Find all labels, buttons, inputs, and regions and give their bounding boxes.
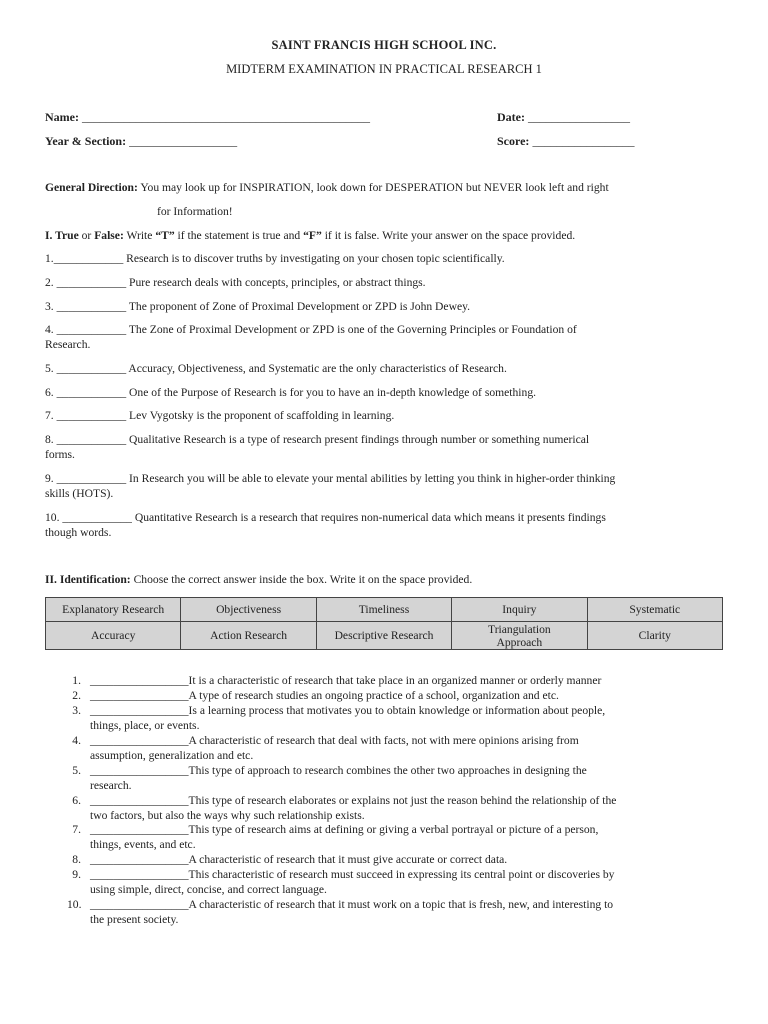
tf-statement: One of the Purpose of Research is for you to have an in-depth knowledge of something. (126, 386, 537, 399)
tf-answer-blank[interactable]: 10. ____________ (45, 511, 132, 524)
tf-statement: Pure research deals with concepts, principles, or abstract things. (126, 276, 426, 289)
direction-label: General Direction: (45, 181, 138, 194)
name-line (45, 110, 370, 125)
item-number: 3. (72, 704, 81, 717)
tf-item (45, 323, 577, 336)
item-number: 1. (72, 674, 81, 687)
id-item[interactable]: _________________This characteristic of research must succeed in expressing its central point or discoveries by (90, 868, 615, 881)
item-number: 5. (72, 764, 81, 777)
id-item-cont: research. (90, 779, 132, 792)
id-item[interactable]: _________________A characteristic of research that it must give accurate or correct data. (90, 853, 508, 866)
item-number: 6. (72, 794, 81, 807)
part1-title-true: I. True (45, 229, 79, 242)
tf-answer-blank[interactable]: 6. ____________ (45, 386, 127, 399)
part2-title: II. Identification: (45, 573, 131, 586)
tf-answer-blank[interactable]: 1.____________ (45, 252, 124, 265)
tf-answer-blank[interactable]: 2. ____________ (45, 276, 127, 289)
id-item[interactable]: _________________This type of approach to research combines the other two approaches in designing the (90, 764, 587, 777)
id-item[interactable]: _________________This type of research elaborates or explains not just the reason behind the relationship of the (90, 794, 617, 807)
tf-answer-blank[interactable]: 4. ____________ (45, 323, 127, 336)
part1-instr: if it is false. Write your answer on the space provided. (321, 229, 576, 242)
tf-answer-blank[interactable]: 3. ____________ (45, 300, 127, 313)
score-label: Score: (497, 134, 530, 148)
section-field[interactable]: __________________ (129, 134, 238, 148)
tf-statement: Lev Vygotsky is the proponent of scaffolding in learning. (126, 409, 395, 422)
score-line (497, 134, 634, 149)
answer-box (45, 597, 723, 650)
section-line (45, 134, 237, 149)
answer-choice: Systematic (587, 598, 722, 622)
tf-statement: Quantitative Research is a research that requires non-numerical data which means it presents findings (131, 511, 606, 524)
id-item-cont: the present society. (90, 913, 179, 926)
id-item-cont: two factors, but also the ways why such relationship exists. (90, 809, 365, 822)
id-item[interactable]: _________________This type of research aims at defining or giving a verbal portrayal or picture of a person, (90, 823, 599, 836)
direction-text-cont: for Information! (157, 205, 233, 218)
part1-heading (45, 229, 575, 242)
tf-statement: The proponent of Zone of Proximal Development or ZPD is John Dewey. (126, 300, 471, 313)
tf-item (45, 386, 536, 399)
part1-title-or: or (78, 229, 95, 242)
item-number: 7. (72, 823, 81, 836)
answer-choice: Triangulation Approach (452, 622, 587, 650)
tf-item (45, 409, 394, 422)
answer-box-row (46, 622, 723, 650)
name-label: Name: (45, 110, 79, 124)
answer-choice: Inquiry (452, 598, 587, 622)
part2-heading (45, 573, 472, 586)
tf-item (45, 276, 426, 289)
tf-statement-cont: skills (HOTS). (45, 487, 114, 500)
item-number: 8. (72, 853, 81, 866)
item-number: 2. (72, 689, 81, 702)
tf-statement: In Research you will be able to elevate your mental abilities by letting you think in higher-order thinking (126, 472, 616, 485)
tf-statement: Qualitative Research is a type of research present findings through number or something numerical (126, 433, 590, 446)
part1-instr-t: “T” (155, 229, 175, 242)
id-item-cont: using simple, direct, concise, and correct language. (90, 883, 327, 896)
general-direction (45, 181, 609, 194)
tf-statement: Research is to discover truths by investigating on your chosen topic scientifically. (123, 252, 505, 265)
tf-answer-blank[interactable]: 5. ____________ (45, 362, 127, 375)
section-label: Year & Section: (45, 134, 127, 148)
exam-title: MIDTERM EXAMINATION IN PRACTICAL RESEARCH 1 (226, 62, 542, 76)
tf-statement-cont: though words. (45, 526, 112, 539)
id-item-cont: things, events, and etc. (90, 838, 196, 851)
id-item[interactable]: _________________A characteristic of research that it must work on a topic that is fresh, new, and interesting to (90, 898, 614, 911)
tf-item (45, 511, 606, 524)
tf-statement: The Zone of Proximal Development or ZPD is one of the Governing Principles or Foundation of (126, 323, 577, 336)
tf-answer-blank[interactable]: 7. ____________ (45, 409, 127, 422)
name-field[interactable]: ________________________________________________ (81, 110, 370, 124)
tf-item (45, 300, 470, 313)
answer-choice: Clarity (587, 622, 722, 650)
part1-instr-f: “F” (303, 229, 322, 242)
part1-instr: if the statement is true and (174, 229, 304, 242)
item-number: 10. (67, 898, 82, 911)
answer-choice: Action Research (181, 622, 316, 650)
item-number: 4. (72, 734, 81, 747)
tf-item (45, 252, 505, 265)
date-field[interactable]: _________________ (527, 110, 630, 124)
direction-text: You may look up for INSPIRATION, look down for DESPERATION but NEVER look left and right (140, 181, 609, 194)
answer-box-row (46, 598, 723, 622)
part2-instr: Choose the correct answer inside the box. Write it on the space provided. (130, 573, 473, 586)
part1-instr: Write (123, 229, 156, 242)
tf-item (45, 362, 507, 375)
answer-choice: Timeliness (316, 598, 451, 622)
id-item[interactable]: _________________Is a learning process that motivates you to obtain knowledge or information about people, (90, 704, 606, 717)
answer-choice: Accuracy (46, 622, 181, 650)
id-item-cont: things, place, or events. (90, 719, 200, 732)
id-item[interactable]: _________________A type of research studies an ongoing practice of a school, organization and etc. (90, 689, 559, 702)
tf-answer-blank[interactable]: 8. ____________ (45, 433, 127, 446)
answer-choice: Objectiveness (181, 598, 316, 622)
answer-choice: Explanatory Research (46, 598, 181, 622)
score-field[interactable]: _________________ (532, 134, 635, 148)
id-item[interactable]: _________________A characteristic of research that deal with facts, not with mere opinions arising from (90, 734, 579, 747)
date-line (497, 110, 630, 125)
date-label: Date: (497, 110, 525, 124)
id-item[interactable]: _________________It is a characteristic of research that take place in an organized manner or orderly manner (90, 674, 602, 687)
item-number: 9. (72, 868, 81, 881)
tf-answer-blank[interactable]: 9. ____________ (45, 472, 127, 485)
tf-item (45, 433, 589, 446)
answer-choice: Descriptive Research (316, 622, 451, 650)
part1-title-false: False: (94, 229, 124, 242)
tf-statement-cont: Research. (45, 338, 91, 351)
tf-item (45, 472, 615, 485)
school-name: SAINT FRANCIS HIGH SCHOOL INC. (271, 38, 497, 52)
tf-statement: Accuracy, Objectiveness, and Systematic are the only characteristics of Research. (126, 362, 507, 375)
tf-statement-cont: forms. (45, 448, 75, 461)
id-item-cont: assumption, generalization and etc. (90, 749, 254, 762)
